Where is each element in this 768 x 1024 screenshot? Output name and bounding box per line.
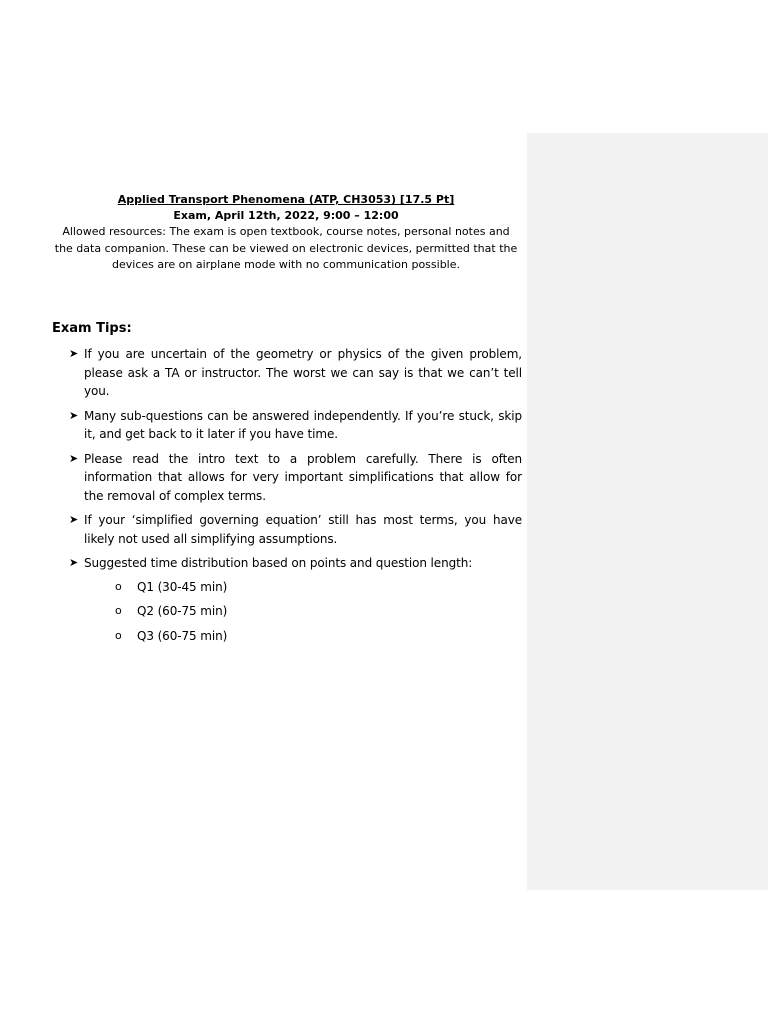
arrow-bullet-icon: ➤ <box>69 513 79 526</box>
time-item <box>103 627 522 652</box>
tip-item <box>52 345 522 401</box>
comment-pane <box>527 133 768 890</box>
exam-subtitle: Exam, April 12th, 2022, 9:00 – 12:00 <box>173 209 399 222</box>
tip-text: Many sub-questions can be answered independently. If you’re stuck, skip it, and get back to it later if you have time. <box>84 408 522 441</box>
tip-text: If your ‘simplified governing equation’ still has most terms, you have likely not used all simplifying assumptions. <box>84 513 522 546</box>
exam-header <box>52 192 520 274</box>
exam-title: Applied Transport Phenomena (ATP, CH3053) [17.5 Pt] <box>117 193 455 206</box>
tip-item <box>52 450 522 506</box>
arrow-bullet-icon: ➤ <box>69 556 79 569</box>
circle-bullet-icon: o <box>115 628 122 642</box>
tip-item <box>52 554 522 651</box>
tip-item <box>52 511 522 548</box>
arrow-bullet-icon: ➤ <box>69 408 79 422</box>
tips-list <box>52 345 522 657</box>
time-item-text: Q3 (60-75 min) <box>137 628 228 643</box>
tip-text: Suggested time distribution based on points and question length: <box>84 556 473 570</box>
allowed-resources: Allowed resources: The exam is open textbook, course notes, personal notes and the data companion. These can be viewed on electronic devices, permitted that the devices are on airplane mode with no communication possible. <box>54 225 518 271</box>
arrow-bullet-icon: ➤ <box>69 347 79 360</box>
time-item <box>103 602 522 627</box>
tip-text: Please read the intro text to a problem carefully. There is often information that allows for very important simplifications that allow for the removal of complex terms. <box>84 451 522 503</box>
time-item <box>103 578 522 603</box>
circle-bullet-icon: o <box>115 579 122 593</box>
tip-text: If you are uncertain of the geometry or physics of the given problem, please ask a TA or instructor. The worst we can say is that we can’t tell you. <box>84 347 522 398</box>
time-item-text: Q2 (60-75 min) <box>137 604 228 618</box>
tips-heading: Exam Tips: <box>52 321 132 336</box>
time-item-text: Q1 (30-45 min) <box>137 579 228 594</box>
tip-item <box>52 407 522 444</box>
time-distribution-list <box>84 578 522 652</box>
circle-bullet-icon: o <box>115 604 122 617</box>
arrow-bullet-icon: ➤ <box>69 451 79 465</box>
